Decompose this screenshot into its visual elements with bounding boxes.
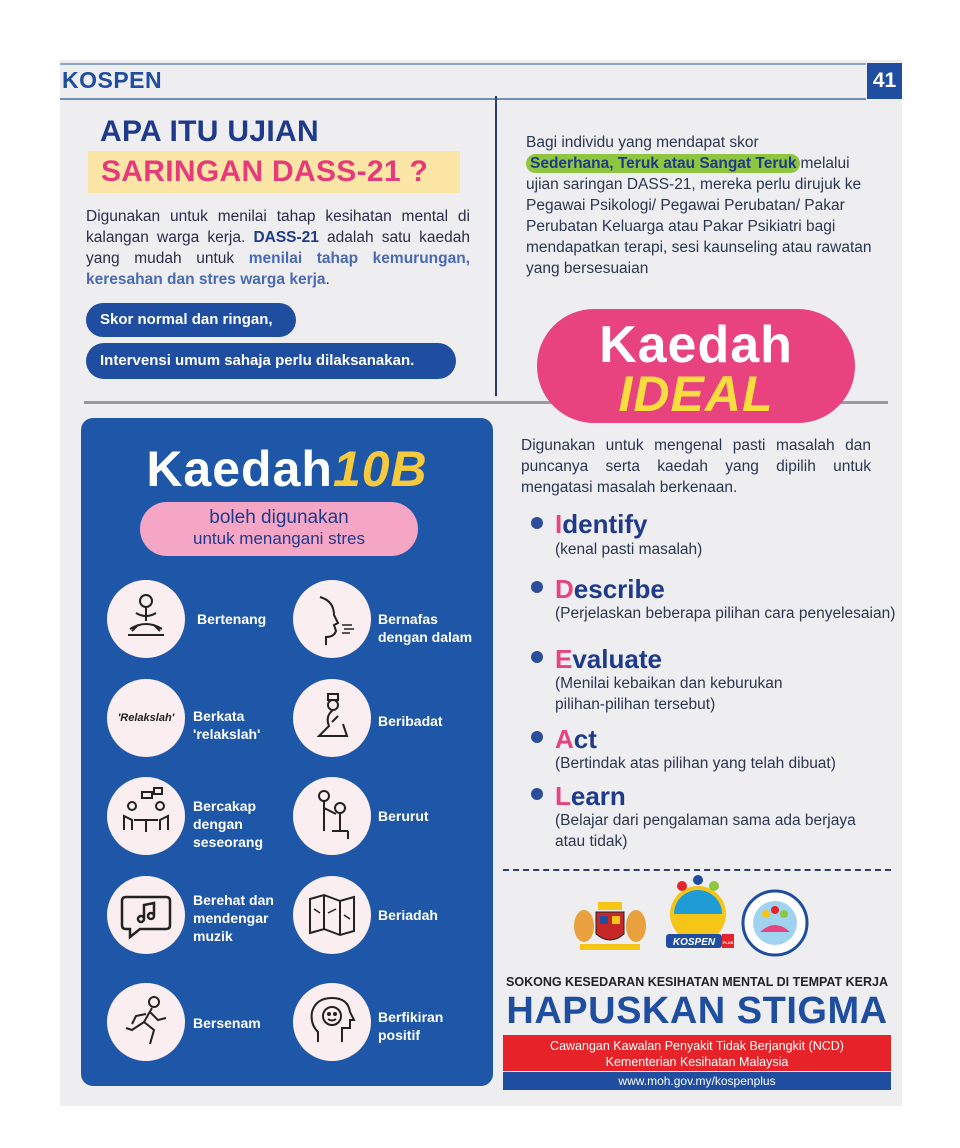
k10b-title-number: 10B (332, 441, 428, 497)
malaysia-coat-of-arms-logo (570, 898, 650, 963)
agency-banner (503, 1035, 891, 1071)
k10b-subtitle-line2: untuk menangani stres (193, 529, 365, 548)
footer-dashed-divider (503, 869, 891, 871)
dass-title-line1: APA ITU UJIAN (100, 115, 319, 148)
bullet-icon (531, 651, 543, 663)
step-word: dentify (562, 509, 648, 539)
k10b-item-label: Berurut (378, 808, 429, 824)
step-word: earn (570, 781, 626, 811)
dass-desc-end: . (325, 271, 330, 288)
ideal-step-desc: (Perjelaskan beberapa pilihan cara penyelesaian) (555, 605, 896, 622)
k10b-item-label: Bersenam (193, 1015, 261, 1031)
dass-desc-highlight: menilai tahap kemurungan, keresahan dan stres warga kerja (86, 250, 471, 288)
score-normal-pill: Skor normal dan ringan, (86, 303, 296, 337)
k10b-item-label: Berkata 'relakslah' (193, 708, 261, 742)
step-word: ct (573, 724, 597, 754)
conversation-icon (107, 777, 185, 855)
ideal-step-identify (555, 509, 647, 540)
step-initial: E (555, 644, 573, 674)
brand-title: KOSPEN (62, 67, 163, 93)
ideal-title-line1: Kaedah (599, 316, 793, 374)
k10b-title (81, 440, 493, 498)
kospen-logo-text: KOSPEN (672, 937, 716, 948)
breathing-icon (293, 580, 371, 658)
massage-icon (293, 777, 371, 855)
relax-icon-text: 'Relakslah' (117, 712, 175, 724)
step-initial: I (555, 509, 563, 539)
running-icon (107, 983, 185, 1061)
k10b-subtitle-pill (140, 502, 418, 556)
positive-mind-icon (293, 983, 371, 1061)
intervention-pill: Intervensi umum sahaja perlu dilaksanakan. (86, 343, 456, 379)
ideal-step-desc: (kenal pasti masalah) (555, 541, 703, 558)
referral-rest: melalui ujian saringan DASS-21, mereka perlu dirujuk ke Pegawai Psikologi/ Pegawai Perubatan/ Pakar Perubatan Keluarga atau Pakar Psikiatri bagi mendapatkan terapi, sesi kaunseling atau rawatan yang bersesuaian (526, 155, 872, 277)
map-icon (293, 876, 371, 954)
ideal-step-desc: (Menilai kebaikan dan keburukan pilihan-pilihan tersebut) (555, 675, 783, 713)
k10b-subtitle-line1: boleh digunakan (209, 507, 349, 528)
bullet-icon (531, 517, 543, 529)
referral-intro: Bagi individu yang mendapat skor (526, 134, 759, 151)
ideal-intro: Digunakan untuk mengenal pasti masalah dan puncanya serta kaedah yang dipilih untuk mengatasi masalah berkenaan. (521, 437, 871, 496)
ideal-step-desc: (Bertindak atas pilihan yang telah dibuat) (555, 755, 836, 772)
dass-title-line2: SARINGAN DASS-21 ? (101, 155, 429, 188)
community-logo (740, 888, 810, 963)
column-divider (495, 96, 497, 396)
header-top-rule (60, 63, 866, 65)
k10b-item-label: Bernafas dengan dalam (378, 611, 473, 645)
prayer-icon (293, 679, 371, 757)
bullet-icon (531, 731, 543, 743)
k10b-item-label: Bertenang (197, 611, 267, 627)
bullet-icon (531, 581, 543, 593)
ideal-title-line2: IDEAL (618, 366, 774, 422)
step-word: valuate (572, 644, 662, 674)
ideal-step-evaluate (555, 644, 662, 675)
k10b-item-label: Beribadat (378, 713, 443, 729)
kospen-plus-logo (660, 874, 736, 963)
step-initial: A (555, 724, 574, 754)
bullet-icon (531, 788, 543, 800)
meditation-icon (107, 580, 185, 658)
support-slogan: SOKONG KESEDARAN KESIHATAN MENTAL DI TEMPAT KERJA (506, 975, 888, 989)
k10b-item-label: Berehat dan mendengar muzik (193, 892, 274, 944)
step-word: escribe (573, 574, 665, 604)
relax-text-icon (107, 679, 185, 757)
dass-desc-bold: DASS-21 (253, 229, 319, 246)
dass-desc-part: adalah satu kaedah yang mudah untuk (86, 229, 470, 267)
referral-paragraph (526, 132, 886, 279)
page-number: 41 (867, 63, 902, 99)
step-initial: L (555, 781, 571, 811)
ideal-step-act (555, 724, 597, 755)
ideal-step-learn (555, 781, 626, 812)
ideal-step-desc: (Belajar dari pengalaman sama ada berjaya atau tidak) (555, 812, 856, 850)
website-url[interactable]: www.moh.gov.my/kospenplus (503, 1072, 891, 1090)
step-initial: D (555, 574, 574, 604)
ideal-step-describe (555, 574, 665, 605)
k10b-item-label: Beriadah (378, 907, 438, 923)
kospen-logo-plus: PLUS (722, 940, 734, 945)
music-icon (107, 876, 185, 954)
k10b-item-label: Berfikiran positif (378, 1009, 444, 1043)
campaign-headline: HAPUSKAN STIGMA (506, 990, 888, 1032)
referral-highlight: Sederhana, Teruk atau Sangat Teruk (526, 154, 800, 173)
k10b-item-label: Bercakap dengan seseorang (193, 798, 264, 850)
header-bottom-rule (60, 98, 866, 100)
dass-desc-part: Digunakan untuk menilai tahap kesihatan mental di kalangan warga kerja. (86, 208, 470, 246)
k10b-title-word: Kaedah (146, 441, 333, 497)
agency-line1: Cawangan Kawalan Penyakit Tidak Berjangkit (NCD) (550, 1039, 844, 1053)
agency-line2: Kementerian Kesihatan Malaysia (605, 1055, 789, 1069)
dass-description (86, 206, 470, 290)
